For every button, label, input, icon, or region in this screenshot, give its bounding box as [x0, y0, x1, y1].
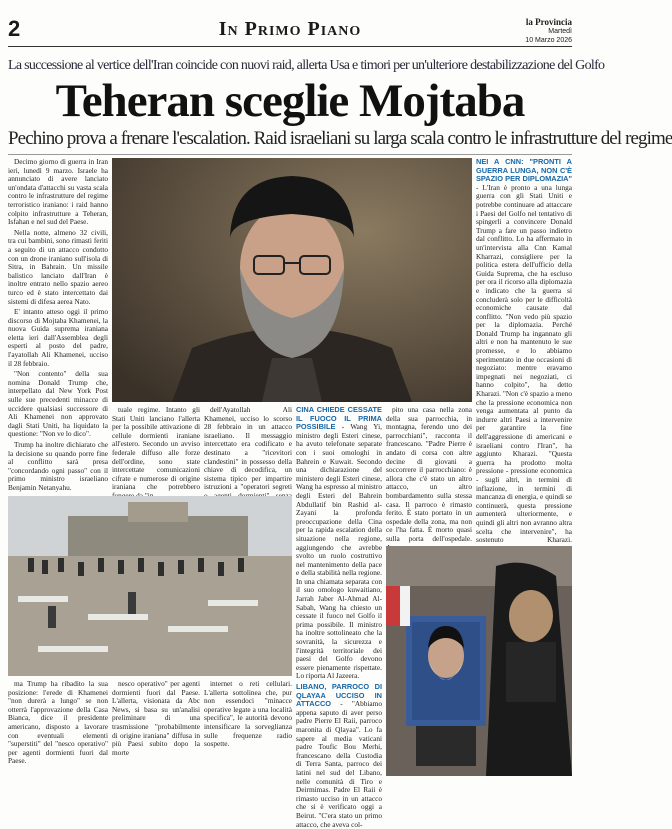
crowd-photo: [386, 546, 572, 776]
box-text-libano: - "Abbiamo appena saputo di aver perso padre Pierre El Raii, parroco maronita di Qlayaa". Lo fa sapere al media vaticani padre Toufic Bou Merhi, francescano della Custodia di Terra Santa, parroco dei latini nel sud del Libano, nelle comunità di Tiro e Deirmimas. Padre El Raii è rimasto ucciso in un attacco che si è verificato oggi a Beirut. "C'era stato un primo attacco, che aveva col-: [296, 699, 382, 829]
col1-paragraph: Decimo giorno di guerra in Iran ieri, lunedì 9 marzo. Israele ha annunciato di avere lanciato un'ondata d'attacchi su vasta scala contro le infrastrutture del regime terroristico iraniano: i raid hanno colpito infrastrutture a Teheran, Isfahan e nel sud del Paese.: [8, 157, 108, 227]
article-subhead: Pechino prova a frenare l'escalation. Raid israeliani su larga scala contro le infrastrutture del regime: [8, 128, 572, 155]
article-col1-top: [8, 158, 108, 492]
funeral-photo: [8, 496, 292, 676]
portrait-photo: [112, 158, 472, 402]
article-col3-top: [204, 406, 292, 494]
box-text-cina: - Wang Yi, ministro degli Esteri cinese, ha avuto telefonate separate con i suoi omologhi in Bahrein e Kuwait. Secondo una dichiarazione del ministero degli Esteri cinese, Wang ha espresso al ministro degli Esteri del Bahrein Abdullatif bin Rashid al-Zayani la profonda preoccupazione della Cina per la rapida escalation della situazione nella regione, aggiungendo che avrebbe svolto un ruolo costruttivo nel mantenimento della pace e della stabilità nella regione. In una chiamata separata con il suo omologo kuwaitiano, Jarrah Jaber Al-Ahmad Al-Sabah, Wang ha chiesto un cessate il fuoco nel Golfo il prima possibile. Il ministro ha inoltre sottolineato che la sovranità, la sicurezza e l'integrità territoriale dei paesi del Golfo devono essere pienamente rispettate. Lo riporta Al Jazeera.: [296, 422, 382, 681]
article-col2-top: [112, 406, 200, 494]
page-header: [8, 16, 572, 47]
crowd-illustration: [386, 546, 572, 776]
col1-paragraph: "Non contento" della sua nomina Donald Trump che, interpellato dal New York Post sulle sue precedenti minacce di uccidere qualsiasi successore di Ali Khamenei non approvato dagli Stati Uniti, ha liquidato la questione: "Non ve lo dico".: [8, 369, 108, 439]
section-title: In Primo Piano: [218, 18, 362, 40]
issue-day: Martedì: [548, 28, 572, 35]
col3-bottom-paragraph: internet o reti cellulari. L'allerta sottolinea che, pur non essendoci "minacce operative legate a una località specifica", le autorità devono intensificare la sorveglianza sulle frequenze radio sospette.: [204, 679, 292, 749]
col3-paragraph: dell'Ayatollah Ali Khamenei, ucciso lo scorso 28 febbraio in un attacco israeliano. Il messaggio intercettato era codificato e destinato a "ricevitori clandestini" in possesso della chiave di decodifica, un sistema tipico per impartire istruzioni a "operatori segreti: [204, 405, 292, 492]
col1-bottom-paragraph: ma Trump ha ribadito la sua posizione: l'erede di Khamenei "non durerà a lungo" se non otterrà l'approvazione della Casa Bianca, dice il presidente americano, disposto a lavorare con eventuali elementi "superstiti" del "nesco operativo" per agenti dormienti fuori dal Paese.: [8, 679, 108, 766]
article-kicker: La successione al vertice dell'Iran coincide con nuovi raid, allerta Usa e timori per un'ulteriore destabilizzazione del Golfo: [8, 58, 605, 73]
article-col5: [386, 406, 472, 542]
funeral-scene-illustration: [8, 496, 292, 676]
col1-paragraph: Nella notte, almeno 32 civili, tra cui bambini, sono rimasti feriti a seguito di un attacco condotto con un drone iraniano sull'isola di Sitra, in Bahrain. Un missile balistico lanciato dall'Iran è inoltre entrato nello spazio aereo turco ed è stato intercettato dai sistemi di difesa aerea Nato.: [8, 227, 108, 306]
page-number: 2: [8, 16, 21, 41]
col1-paragraph: Trump ha inoltre dichiarato che la decisione su quando porre fine al conflitto sarà presa "concordando ogni passo" con il primo ministro israeliano Benjamin Netanyahu.: [8, 440, 108, 492]
col5-paragraph: pito una casa nella zona della sua parrocchia, in montagna, ferendo uno dei parrocchiani", racconta il francescano. "Padre Pierre è andato di corsa con altre decine di giovani a soccorrere il parrocchiano: è allora che c'è stato un altro attacco, un altro bombardamento sulla stessa casa. Il parroco è rimasto ferito. È stato portato in un ospedale della zona, ma non ce l'ha fatta. È morto quasi sulla porta dell'ospedale.: [386, 405, 472, 543]
newspaper-name: la Provincia: [525, 17, 572, 27]
box-title-libano: LIBANO, PARROCO DI QLAYAA UCCISO IN ATTACCO: [296, 682, 382, 709]
issue-date: 10 Marzo 2026: [525, 37, 572, 44]
box-text-advisor-cnn: - L'Iran è pronto a una lunga guerra con gli Stati Uniti e potrebbe continuare ad attaccare i Paesi del Golfo nel tentativo di spingerli a convincere Donald Trump a fare un passo indietro dal conflitto. Lo ha affermato in un'intervista alla Cnn Kamal Kharrazi, consigliere per la politica estera dell'ufficio della Guida Suprema, che ha escluso per ora il ricorso alla diplomazia e indicato che la guerra si concluderà solo per le difficoltà economiche causate dal conflitto. "Non vedo più spazio per la diplomazia. Perché Donald Trump ha ingannato gli altri e non ha mantenuto le sue promesse, e lo abbiamo sperimentato in due occasioni di negoziato: mentre eravamo impegnati nei negoziati, ci hanno colpito", ha detto Kharazi. "Non c'è spazio a meno che la pressione economica non venga aumentata al punto da indurre altri Paesi a intervenire per garantire la fine dell'aggressione di americani e israeliani contro l'Iran", ha aggiunto Kharazi. "Questa guerra ha prodotto molta pressione - pressione economica - sugli altri, in termini di inflazione, in termini di mancanza di energia, e quindi se continuerà, questa pressione aumenterà ulteriormente, e quindi gli altri non avranno altra scelta che intervenire", ha sostenuto Kharazi.: [476, 182, 572, 545]
article-col1-bottom: [8, 680, 108, 776]
article-col4: [296, 405, 382, 829]
box-title-advisor-cnn: NEI A CNN: "PRONTI A GUERRA LUNGA, NON C'È SPAZIO PER DIPLOMAZIA": [476, 157, 572, 184]
article-col6: [476, 157, 572, 545]
col2-paragraph: tuale regime. Intanto gli Stati Uniti lanciano l'allerta per la possibile attivazione di cellule dormienti iraniane all'estero. Secondo un avviso federale diffuso alle forze dell'ordine, sono state intercettate comunicazioni cifrate e numerose di origine iraniana che potrebbero: [112, 405, 200, 492]
article-col3-bottom: [204, 680, 292, 776]
masthead: [525, 18, 572, 45]
article-headline: Teheran sceglie Mojtaba: [55, 75, 525, 127]
col1-paragraph: E' intanto atteso oggi il primo discorso di Mojtaba Khamenei, la nuova Guida suprema iraniana eletta ieri dall'Assemblea degli esperti al posto del padre, l'ayatollah Ali Khamenei, ucciso il 28 febbraio.: [8, 307, 108, 368]
col2-bottom-paragraph: nesco operativo" per agenti dormienti fuori dal Paese. L'allerta, visionata da Abc News, si basa su un'analisi preliminare di una trasmissione "probabilmente di origine iraniana" diffusa in più Paesi subito dopo la morte: [112, 679, 200, 757]
box-title-cina: CINA CHIEDE CESSATE IL FUOCO IL PRIMA POSSIBILE: [296, 405, 382, 432]
article-col2-bottom: [112, 680, 200, 776]
portrait-illustration: [112, 158, 472, 402]
